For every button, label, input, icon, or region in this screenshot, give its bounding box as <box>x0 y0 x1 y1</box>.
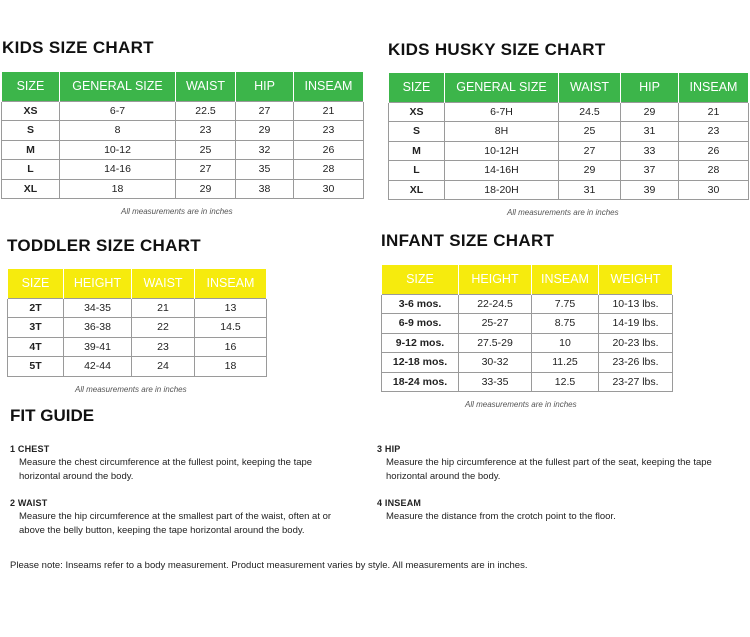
table-row <box>2 140 364 160</box>
cell: 7.75 <box>532 294 599 314</box>
fit-item-waist <box>10 496 350 538</box>
fit-heading-inseam: 4 INSEAM <box>377 498 422 508</box>
kids-header-size: SIZE <box>2 72 60 101</box>
fit-guide-title: FIT GUIDE <box>10 406 95 425</box>
cell: 8 <box>60 121 176 141</box>
cell: 12-18 mos. <box>382 353 459 373</box>
table-row <box>8 318 267 338</box>
infant-measurement-note: All measurements are in inches <box>465 400 577 409</box>
kids-measurement-note: All measurements are in inches <box>121 207 233 216</box>
cell: 5T <box>8 357 64 377</box>
cell: 25-27 <box>459 314 532 334</box>
cell: 30 <box>294 179 364 199</box>
cell: 29 <box>236 121 294 141</box>
cell: L <box>389 161 445 181</box>
cell: 33 <box>621 141 679 161</box>
cell: 8H <box>445 122 559 142</box>
table-row <box>382 333 673 353</box>
kids-header-inseam: INSEAM <box>294 72 364 101</box>
toddler-header-height: HEIGHT <box>64 269 132 298</box>
cell: 32 <box>236 140 294 160</box>
kids-header-waist: WAIST <box>176 72 236 101</box>
cell: 29 <box>559 161 621 181</box>
cell: 25 <box>176 140 236 160</box>
kids-chart-title: KIDS SIZE CHART <box>2 38 154 57</box>
fit-heading-hip: 3 HIP <box>377 444 401 454</box>
cell: 23 <box>176 121 236 141</box>
cell: 3T <box>8 318 64 338</box>
cell: 11.25 <box>532 353 599 373</box>
table-row <box>8 357 267 377</box>
cell: S <box>389 122 445 142</box>
cell: 9-12 mos. <box>382 333 459 353</box>
cell: 18 <box>195 357 267 377</box>
cell: 22.5 <box>176 101 236 121</box>
cell: 4T <box>8 337 64 357</box>
cell: 10-12H <box>445 141 559 161</box>
husky-header-hip: HIP <box>621 73 679 102</box>
fit-item-chest <box>10 442 340 484</box>
table-row <box>2 121 364 141</box>
infant-header-weight: WEIGHT <box>599 265 673 294</box>
table-row <box>382 372 673 392</box>
cell: 26 <box>679 141 749 161</box>
cell: 27 <box>236 101 294 121</box>
cell: XS <box>2 101 60 121</box>
cell: 14.5 <box>195 318 267 338</box>
fit-item-hip <box>377 442 732 484</box>
cell: 28 <box>679 161 749 181</box>
cell: 31 <box>559 180 621 200</box>
toddler-header-inseam: INSEAM <box>195 269 267 298</box>
husky-header-general-size: GENERAL SIZE <box>445 73 559 102</box>
cell: 20-23 lbs. <box>599 333 673 353</box>
cell: 18-20H <box>445 180 559 200</box>
cell: 30-32 <box>459 353 532 373</box>
cell: 21 <box>132 298 195 318</box>
cell: 3-6 mos. <box>382 294 459 314</box>
cell: 28 <box>294 160 364 180</box>
cell: 23 <box>679 122 749 142</box>
cell: 13 <box>195 298 267 318</box>
footnote: Please note: Inseams refer to a body measurement. Product measurement varies by style. All measurements are in inches. <box>10 560 528 571</box>
husky-header-inseam: INSEAM <box>679 73 749 102</box>
husky-size-table <box>388 73 749 200</box>
cell: 2T <box>8 298 64 318</box>
cell: 39 <box>621 180 679 200</box>
toddler-measurement-note: All measurements are in inches <box>75 385 187 394</box>
table-row <box>8 298 267 318</box>
fit-item-inseam <box>377 496 732 524</box>
cell: 21 <box>679 102 749 122</box>
cell: S <box>2 121 60 141</box>
cell: 36-38 <box>64 318 132 338</box>
cell: 10-12 <box>60 140 176 160</box>
husky-header-size: SIZE <box>389 73 445 102</box>
table-row <box>382 294 673 314</box>
cell: 42-44 <box>64 357 132 377</box>
cell: L <box>2 160 60 180</box>
husky-chart-title: KIDS HUSKY SIZE CHART <box>388 40 606 59</box>
cell: 27 <box>559 141 621 161</box>
cell: 29 <box>621 102 679 122</box>
table-row <box>389 122 749 142</box>
fit-heading-waist: 2 WAIST <box>10 498 48 508</box>
cell: XL <box>2 179 60 199</box>
toddler-header-size: SIZE <box>8 269 64 298</box>
table-row <box>389 141 749 161</box>
cell: 38 <box>236 179 294 199</box>
cell: 27.5-29 <box>459 333 532 353</box>
cell: 29 <box>176 179 236 199</box>
table-row <box>389 161 749 181</box>
cell: 24.5 <box>559 102 621 122</box>
kids-header-general-size: GENERAL SIZE <box>60 72 176 101</box>
cell: 14-16H <box>445 161 559 181</box>
cell: 10 <box>532 333 599 353</box>
infant-header-height: HEIGHT <box>459 265 532 294</box>
cell: 33-35 <box>459 372 532 392</box>
toddler-header-row <box>8 269 267 298</box>
cell: 18-24 mos. <box>382 372 459 392</box>
kids-header-row <box>2 72 364 101</box>
husky-header-row <box>389 73 749 102</box>
toddler-size-table <box>7 269 267 377</box>
cell: XS <box>389 102 445 122</box>
cell: 23-27 lbs. <box>599 372 673 392</box>
cell: 30 <box>679 180 749 200</box>
cell: 6-7H <box>445 102 559 122</box>
table-row <box>2 101 364 121</box>
fit-desc-chest: Measure the chest circumference at the fullest point, keeping the tape horizontal around the body. <box>19 457 313 482</box>
cell: 23-26 lbs. <box>599 353 673 373</box>
husky-header-waist: WAIST <box>559 73 621 102</box>
fit-heading-chest: 1 CHEST <box>10 444 50 454</box>
table-row <box>8 337 267 357</box>
cell: 22-24.5 <box>459 294 532 314</box>
toddler-chart-title: TODDLER SIZE CHART <box>7 236 201 255</box>
fit-desc-hip: Measure the hip circumference at the fullest part of the seat, keeping the tape horizontal around the body. <box>386 457 712 482</box>
table-row <box>389 102 749 122</box>
cell: XL <box>389 180 445 200</box>
table-row <box>382 314 673 334</box>
table-row <box>382 353 673 373</box>
cell: 16 <box>195 337 267 357</box>
cell: 14-16 <box>60 160 176 180</box>
cell: 12.5 <box>532 372 599 392</box>
cell: 14-19 lbs. <box>599 314 673 334</box>
cell: 35 <box>236 160 294 180</box>
cell: 25 <box>559 122 621 142</box>
cell: 31 <box>621 122 679 142</box>
table-row <box>389 180 749 200</box>
infant-header-row <box>382 265 673 294</box>
cell: 6-9 mos. <box>382 314 459 334</box>
kids-size-table <box>1 72 364 199</box>
cell: 6-7 <box>60 101 176 121</box>
cell: 24 <box>132 357 195 377</box>
kids-header-hip: HIP <box>236 72 294 101</box>
cell: 23 <box>132 337 195 357</box>
cell: 10-13 lbs. <box>599 294 673 314</box>
cell: 18 <box>60 179 176 199</box>
cell: 23 <box>294 121 364 141</box>
cell: 27 <box>176 160 236 180</box>
infant-header-size: SIZE <box>382 265 459 294</box>
table-row <box>2 179 364 199</box>
infant-header-inseam: INSEAM <box>532 265 599 294</box>
fit-desc-waist: Measure the hip circumference at the smallest part of the waist, often at or above the belly button, keeping the tape horizontal around the body. <box>19 511 332 536</box>
cell: 34-35 <box>64 298 132 318</box>
cell: 37 <box>621 161 679 181</box>
fit-desc-inseam: Measure the distance from the crotch point to the floor. <box>386 511 616 522</box>
cell: M <box>2 140 60 160</box>
cell: 8.75 <box>532 314 599 334</box>
cell: 22 <box>132 318 195 338</box>
table-row <box>2 160 364 180</box>
cell: 39-41 <box>64 337 132 357</box>
infant-size-table <box>381 265 673 392</box>
cell: M <box>389 141 445 161</box>
toddler-header-waist: WAIST <box>132 269 195 298</box>
cell: 21 <box>294 101 364 121</box>
cell: 26 <box>294 140 364 160</box>
infant-chart-title: INFANT SIZE CHART <box>381 231 555 250</box>
husky-measurement-note: All measurements are in inches <box>507 208 619 217</box>
